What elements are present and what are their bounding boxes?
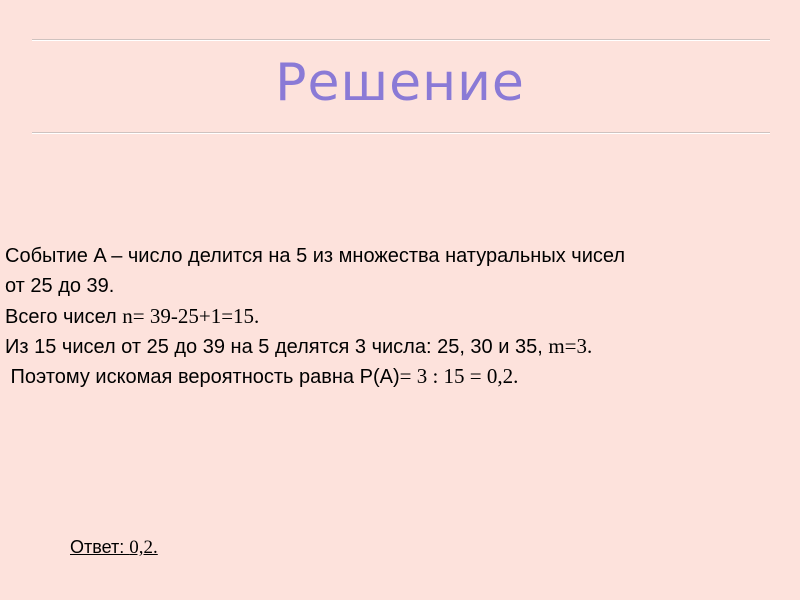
bottom-divider xyxy=(32,132,770,134)
answer xyxy=(70,535,158,560)
solution-line-4 xyxy=(5,331,800,361)
slide-title: Решение xyxy=(275,53,525,113)
solution-line-1 xyxy=(5,241,800,271)
solution-line-5-text: Поэтому искомая вероятность равна P(A) xyxy=(5,366,400,388)
solution-line-5-formula: = 3 : 15 = 0,2. xyxy=(399,364,519,388)
answer-label: Ответ: xyxy=(70,537,130,557)
solution-line-3-text: Всего чисел xyxy=(5,306,123,328)
solution-line-3 xyxy=(5,301,800,331)
top-divider xyxy=(32,39,770,41)
solution-line-5 xyxy=(5,361,800,391)
solution-line-3-formula: n= 39-25+1=15. xyxy=(122,304,260,328)
solution-line-1-text: Событие A – число делится на 5 из множества натуральных чисел xyxy=(5,245,625,267)
solution-line-4-text: Из 15 чисел от 25 до 39 на 5 делятся 3 числа: 25, 30 и 35, xyxy=(5,336,549,358)
solution-line-4-formula: m=3. xyxy=(548,334,593,358)
solution-line-2-text: от 25 до 39. xyxy=(5,275,115,297)
solution-line-2 xyxy=(5,271,800,301)
answer-value: 0,2. xyxy=(129,537,158,558)
solution-text xyxy=(5,241,800,391)
